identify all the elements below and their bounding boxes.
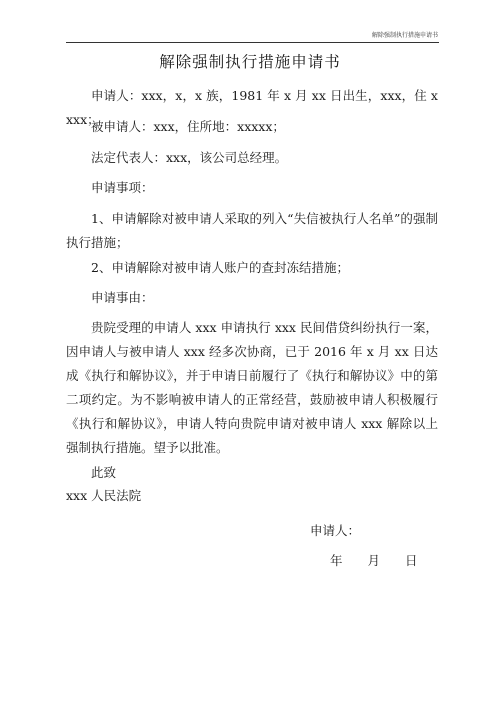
running-header: 解除强制执行措施申请书	[371, 32, 438, 39]
matter-item-1: 1、申请解除对被申请人采取的列入“失信被执行人名单”的强制执行措施；	[66, 211, 438, 250]
signature-date-line: 年 月 日	[330, 553, 418, 568]
document-title: 解除强制执行措施申请书	[159, 53, 341, 71]
matters-heading: 申请事项：	[91, 180, 154, 195]
matter-item-2: 2、申请解除对被申请人账户的查封冻结措施；	[91, 260, 349, 275]
reasons-heading: 申请事由：	[91, 290, 154, 305]
respondent-info: 被申请人：xxx，住所地：xxxxx；	[91, 119, 285, 134]
court-name: xxx 人民法院	[66, 488, 142, 503]
header-divider	[66, 42, 439, 43]
applicant-info: 申请人：xxx，x，x 族，1981 年 x 月 xx 日出生，xxx，住 xxxx；	[66, 88, 438, 127]
legal-representative: 法定代表人：xxx，该公司总经理。	[91, 150, 288, 165]
reasons-paragraph: 贵院受理的申请人 xxx 申请执行 xxx 民间借贷纠纷执行一案，因申请人与被申请人 xxx 经多次协商，已于 2016 年 x 月 xx 日达成《执行和解协议》，并于申请日前履行了《执行和解协议》中的第二项约定。为不影响被申请人的正常经营，鼓励被申请人积极履行《执行和解协议》，申请人特向贵院申请对被申请人 xxx 解除以上强制执行措施。望予以批准。	[66, 320, 438, 455]
salutation: 此致	[91, 465, 117, 480]
signature-applicant-label: 申请人：	[310, 523, 361, 538]
